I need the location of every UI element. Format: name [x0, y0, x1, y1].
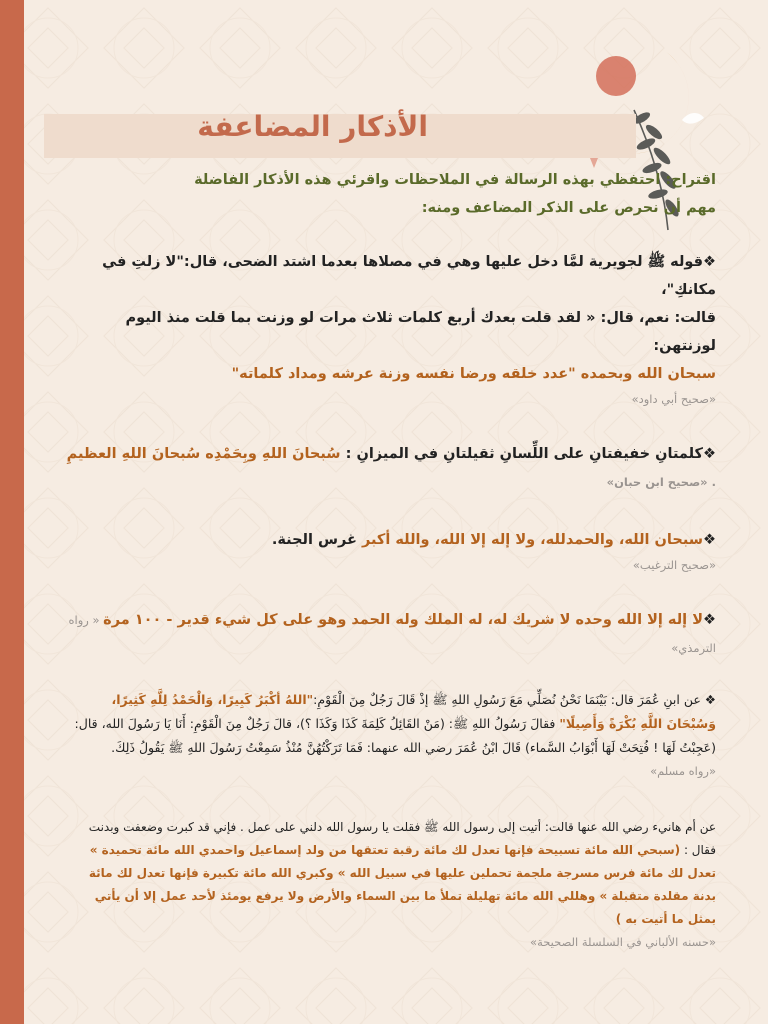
bullet-diamond-icon: ❖ — [703, 532, 716, 548]
sun-circle-icon — [596, 56, 636, 96]
block-6-reference: «حسنه الألباني في السلسلة الصحيحة» — [530, 935, 716, 949]
block-5-line-2: فقالَ رَسُولُ اللهِ ﷺ: (مَنْ القَائِلُ كَلِمَةَ كَذَا وَكَذَا ؟)، قالَ رَجُلٌ مِنَ الْقَوْمِ: أَنَا يَا رَسُولَ الله، قال: (عَجِبْتُ لَهَا ! فُتِحَتْ لَهَا أَبْوَابُ السَّماء) قَالَ ابْنُ عُمَرَ رضي الله عنهما: فَمَا تَرَكْتُهُنَّ مُنْذُ سَمِعْتُ رَسُولَ اللهِ ﷺ يَقُولُ ذَلِكَ. — [74, 716, 716, 755]
bullet-diamond-icon: ❖ — [703, 446, 716, 462]
side-accent-bar — [0, 0, 24, 1024]
intro-line-1: اقتراح: احتفظي بهذه الرسالة في الملاحظات واقرئي هذه الأذكار الفاضلة — [194, 172, 716, 188]
block-5-reference: «رواه مسلم» — [650, 764, 716, 778]
block-2-reference: . «صحيح ابن حبان» — [606, 475, 716, 489]
block-5-dhikr: "اللهُ أكْبَرُ كَبِيرًا، وَالْحَمْدُ لِلَّهِ كَثِيرًا، وَسُبْحَانَ اللَّهِ بُكْرَةً وَأَصِيلًا" — [111, 692, 716, 731]
block-4-reference: « رواه الترمذي» — [68, 613, 716, 655]
intro — [66, 166, 716, 222]
intro-line-2: مهم أن نحرص على الذكر المضاعف ومنه: — [421, 200, 716, 216]
block-6-line-1: عن أم هانيء رضي الله عنها قالت: أتيت إلى رسول الله ﷺ فقلت يا رسول الله دلني على عمل . فإني قد كبرت وضعفت وبدنت فقال : — [88, 820, 716, 857]
block-6-dhikr: (سبحي الله مائة تسبيحة فإنها تعدل لك مائة رقبة تعتقها من ولد إسماعيل واحمدي الله مائة تحميدة » تعدل لك مائة فرس مسرجة ملجمة تحملين عليها في سبيل الله » وكبري الله مائة تكبيرة فإنها تعدل لك مائة بدنة مقلدة متقبلة » وهللي الله مائة تهليلة تملأ ما بين السماء والأرض ولا يرفع يومئذ لأحد عمل إلا أن يأتي بمثل ما أتيت به ) — [88, 843, 716, 926]
block-2-text: كلمتانِ خفيفتانِ على اللِّسانِ ثقيلتانِ في الميزانِ : — [340, 446, 703, 462]
white-leaf-icon — [682, 113, 704, 124]
block-2-dhikr: سُبحانَ اللهِ وبِحَمْدِه سُبحانَ اللهِ العظيمِ — [66, 446, 341, 462]
page-title: الأذكار المضاعفة — [197, 110, 428, 143]
block-3-text: غرس الجنة. — [271, 532, 362, 548]
dhikr-block-2 — [66, 440, 716, 496]
dhikr-block-5 — [66, 688, 716, 782]
block-3-dhikr: سبحان الله، والحمدلله، ولا إله إلا الله، والله أكبر — [361, 532, 703, 548]
dhikr-block-6 — [66, 816, 716, 953]
block-1-reference: «صحيح أبي داود» — [631, 392, 716, 406]
dhikr-block-4 — [66, 606, 716, 662]
block-1-line-1: قوله ﷺ لجويرية لمَّا دخل عليها وهي في مصلاها بعدما اشتد الضحى، قال:"لا زلتِ في مكانكِ"، — [102, 254, 716, 298]
content — [66, 166, 716, 953]
block-1-dhikr: سبحان الله وبحمده "عدد خلقه ورضا نفسه وزنة عرشه ومداد كلماته" — [231, 366, 716, 382]
block-3-reference: «صحيح الترغيب» — [632, 558, 716, 572]
bullet-diamond-icon: ❖ — [703, 612, 716, 628]
block-5-line-1: عن ابنِ عُمَرَ قال: بَيْنَمَا نَحْنُ نُصَلِّي مَعَ رَسُولِ اللهِ ﷺ إذْ قَالَ رَجُلٌ مِنَ الْقَوْمِ: — [313, 692, 705, 707]
bullet-diamond-icon: ❖ — [703, 254, 716, 270]
dhikr-block-3 — [66, 526, 716, 576]
bullet-diamond-icon: ❖ — [704, 692, 716, 707]
block-1-line-2: قالت: نعم، قال: « لقد قلت بعدك أربع كلمات ثلاث مرات لو وزنت بما قلت منذ اليوم لوزنتهن: — [125, 310, 716, 354]
dhikr-block-1 — [66, 248, 716, 410]
block-4-dhikr: لا إله إلا الله وحده لا شريك له، له الملك وله الحمد وهو على كل شيء قدير - ١٠٠ مرة — [103, 612, 703, 628]
